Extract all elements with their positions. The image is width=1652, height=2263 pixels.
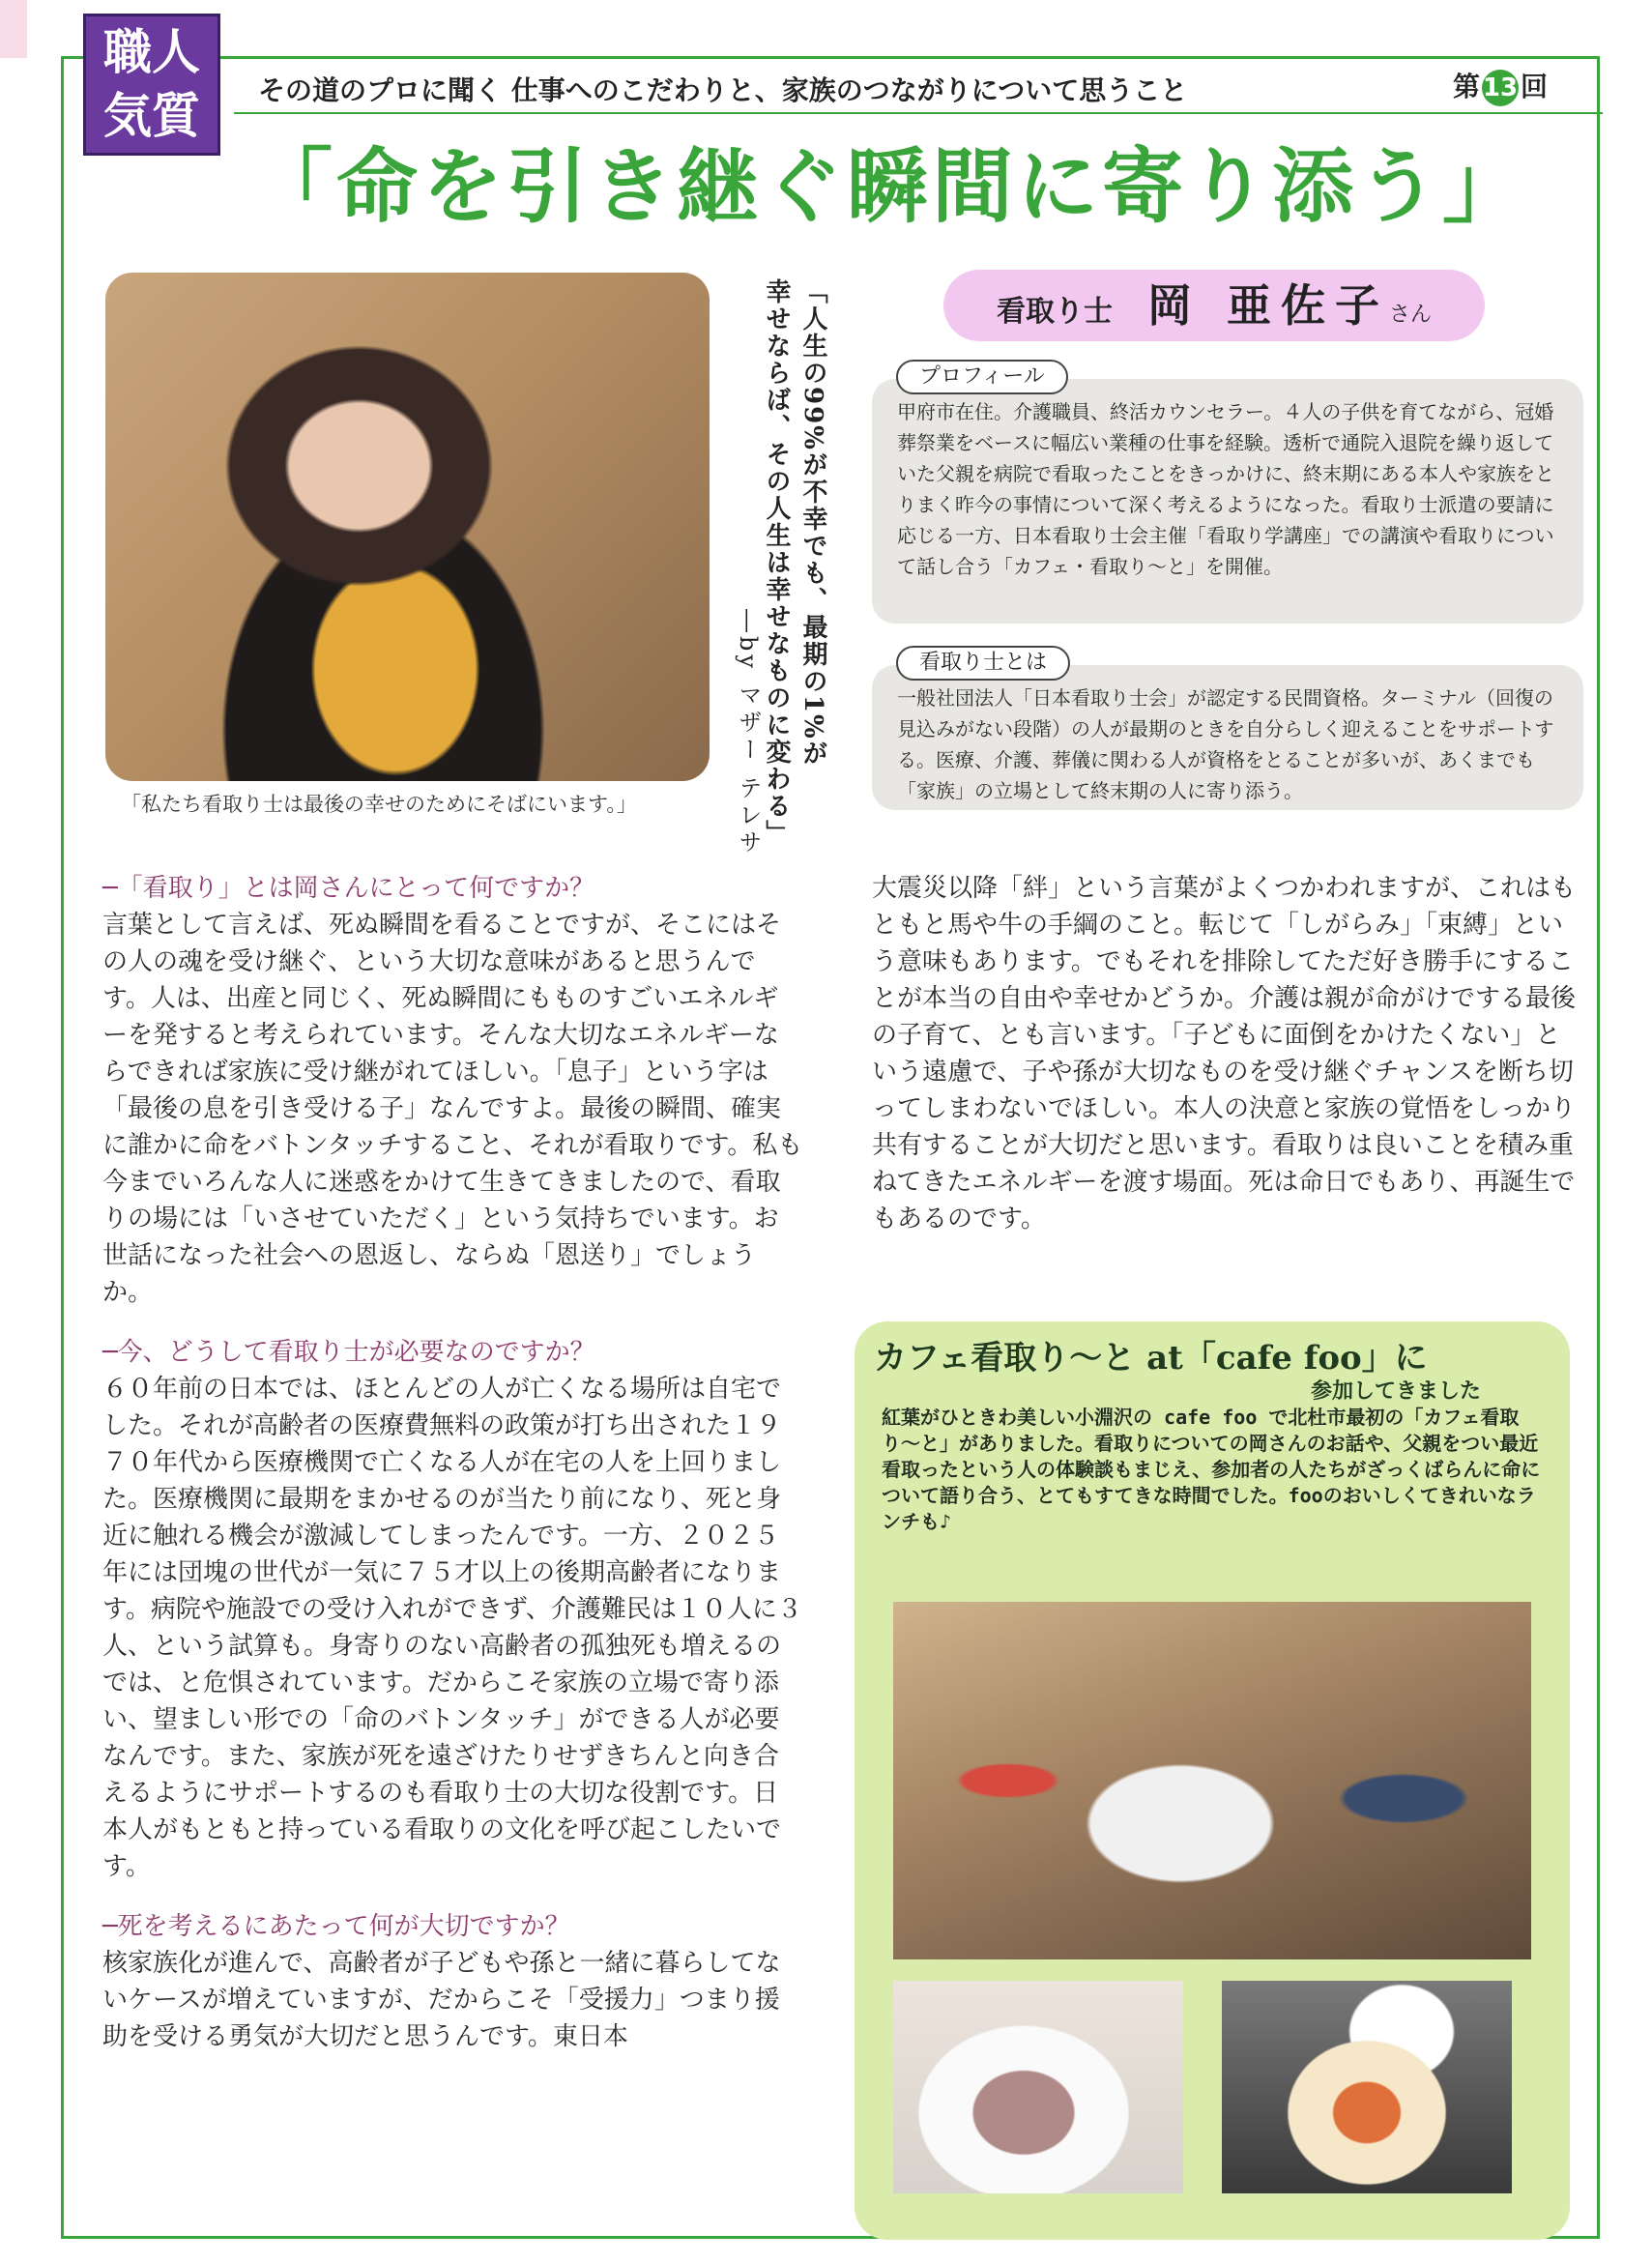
about-box xyxy=(872,665,1583,810)
lunch-plate-photo xyxy=(893,1981,1183,2193)
portrait-photo xyxy=(105,273,710,781)
cafe-title: カフェ看取り〜と at「cafe foo」に xyxy=(874,1339,1428,1378)
cafe-report-box xyxy=(855,1321,1570,2240)
series-subtitle: その道のプロに聞く 仕事へのこだわりと、家族のつながりについて思うこと xyxy=(258,74,1188,106)
person-suffix: さん xyxy=(1389,303,1433,327)
interview-right-column xyxy=(872,870,1580,1237)
cafe-title-sub: 参加してきました xyxy=(1311,1379,1482,1404)
quote-line2: 幸せならば、その人生は幸せなものに変わる」 xyxy=(762,278,791,847)
profile-box xyxy=(872,379,1583,624)
issue-prefix: 第 xyxy=(1453,71,1481,102)
quote-line1: 「人生の99%が不幸でも、最期の1%が xyxy=(798,278,827,768)
about-label: 看取り士とは xyxy=(896,646,1070,681)
profile-text: 甲府市在住。介護職員、終活カウンセラー。４人の子供を育てながら、冠婚葬祭業をベースに幅広い業種の仕事を経験。透析で通院入退院を繰り返していた父親を病院で看取ったことをきっかけに、終末期にある本人や家族をとりまく昨今の事情について深く考えるようになった。看取り士派遣の要請に応じる一方、日本看取り士会主催「看取り学講座」での講演や看取りについて話し合う「カフェ・看取り〜と」を開催。 xyxy=(897,400,1554,578)
person-role: 看取り士 xyxy=(996,295,1113,329)
answer-1: 言葉として言えば、死ぬ瞬間を看ることですが、そこにはその人の魂を受け継ぐ、という大切な意味があると思うんです。人は、出産と同じく、死ぬ瞬間にもものすごいエネルギーを発すると考えられています。そんな大切なエネルギーならできれば家族に受け継がれてほしい。「息子」という字は「最後の息を引き受ける子」なんですよ。最後の瞬間、確実に誰かに命をバトンタッチすること、それが看取りです。私も今までいろんな人に迷惑をかけて生きてきましたので、看取りの場には「いさせていただく」という気持ちでいます。お世話になった社会への恩返し、ならぬ「恩送り」でしょうか。 xyxy=(102,911,803,1307)
profile-label: プロフィール xyxy=(896,360,1068,394)
series-badge xyxy=(83,14,220,156)
question-2: ─今、どうして看取り士が必要なのですか？ xyxy=(102,1338,595,1367)
question-1: ─「看取り」とは岡さんにとって何ですか？ xyxy=(102,874,595,903)
question-3: ─死を考えるにあたって何が大切ですか？ xyxy=(102,1912,570,1941)
answer-2: ６０年前の日本では、ほとんどの人が亡くなる場所は自宅でした。それが高齢者の医療費無料の政策が打ち出された１９７０年代から医療機関で亡くなる人が在宅の人を上回りました。医療機関に最期をまかせるのが当たり前になり、死と身近に触れる機会が激減してしまったんです。一方、２０２５年には団塊の世代が一気に７５才以上の後期高齢者になります。病院や施設での受け入れができず、介護難民は１０人に３人、という試算も。身寄りのない高齢者の孤独死も増えるのでは、と危惧されています。だからこそ家族の立場で寄り添い、望ましい形での「命のバトンタッチ」ができる人が必要なんです。また、家族が死を遠ざけたりせずきちんと向き合えるようにサポートするのも看取り士の大切な役割です。日本人がもともと持っている看取りの文化を呼び起こしたいです。 xyxy=(102,1375,802,1881)
about-text: 一般社団法人「日本看取り士会」が認定する民間資格。ターミナル（回復の見込みがない段階）の人が最期のときを自分らしく迎えることをサポートする。医療、介護、葬儀に関わる人が資格をとることが多いが、あくまでも「家族」の立場として終末期の人に寄り添う。 xyxy=(897,686,1554,802)
quote-attribution: ―by マザー テレサ xyxy=(735,609,762,857)
interview-left-column xyxy=(102,870,803,2055)
photo-caption: 「私たち看取り士は最後の幸せのためにそばにいます。」 xyxy=(121,793,637,816)
person-name: 岡 亜佐子 xyxy=(1146,279,1389,332)
cafe-text: 紅葉がひときわ美しい小淵沢の cafe foo で北杜市最初の「カフェ看取り〜と」がありました。看取りについての岡さんのお話や、父親をつい最近看取ったという人の体験談もまじえ、参加者の人たちがざっくばらんに命について語り合う、とてもすてきな時間でした。fooのおいしくてきれいなランチも♪ xyxy=(882,1406,1541,1533)
answer-3: 核家族化が進んで、高齢者が子どもや孫と一緒に暮らしてないケースが増えていますが、だからこそ「受援力」つまり援助を受ける勇気が大切だと思うんです。東日本 xyxy=(102,1949,781,2051)
issue-suffix: 回 xyxy=(1521,71,1549,102)
badge-line2: 気質 xyxy=(103,87,200,144)
issue-number xyxy=(1453,66,1548,106)
title-rule xyxy=(234,112,1603,114)
badge-line1: 職人 xyxy=(103,23,200,80)
answer-3-continued: 大震災以降「絆」という言葉がよくつかわれますが、これはもともと馬や牛の手綱のこと。転じて「しがらみ」「束縛」という意味もあります。でもそれを排除してただ好き勝手にすることが本当の自由や幸せかどうか。介護は親が命がけでする最後の子育て、とも言います。「子どもに面倒をかけたくない」という遠慮で、子や孫が大切なものを受け継ぐチャンスを断ち切ってしまわないでほしい。本人の決意と家族の覚悟をしっかり共有することが大切だと思います。看取りは良いことを積み重ねてきたエネルギーを渡す場面。死は命日でもあり、再誕生でもあるのです。 xyxy=(872,874,1577,1233)
issue-number-circle: 13 xyxy=(1482,70,1519,106)
corner-mark xyxy=(0,0,27,58)
dessert-photo xyxy=(1222,1981,1512,2193)
cafe-group-photo xyxy=(893,1602,1531,1959)
person-name-box xyxy=(943,270,1485,341)
headline: 「命を引き継ぐ瞬間に寄り添う」 xyxy=(251,138,1528,234)
